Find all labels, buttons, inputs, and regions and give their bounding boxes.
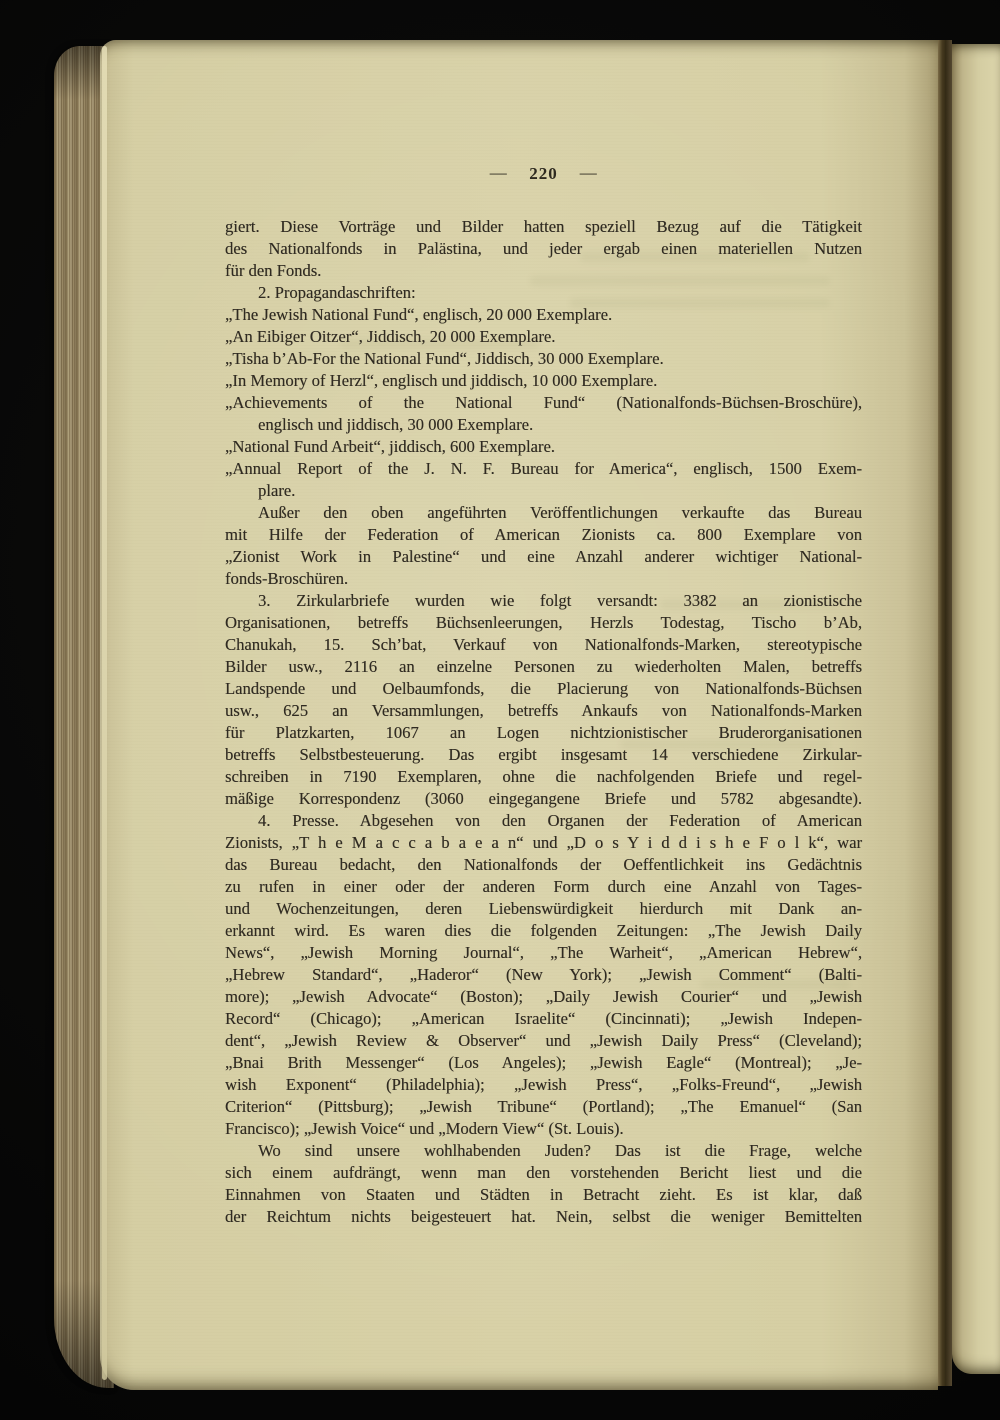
text-line: Francisco); „Jewish Voice“ und „Modern View“ (St. Louis). (225, 1119, 624, 1138)
text-line: „In Memory of Herzl“, englisch und jiddisch, 10 000 Exemplare. (225, 371, 658, 390)
text-line: News“, „Jewish Morning Journal“, „The Warheit“, „American Hebrew“, (225, 943, 862, 962)
text-line: Einnahmen von Staaten und Städten in Betracht zieht. Es ist klar, daß (225, 1185, 862, 1204)
text-line: more); „Jewish Advocate“ (Boston); „Daily Jewish Courier“ und „Jewish (225, 987, 862, 1006)
text-line: mäßige Korrespondenz (3060 eingegangene Briefe und 5782 abgesandte). (225, 789, 862, 808)
text-line: „Bnai Brith Messenger“ (Los Angeles); „Jewish Eagle“ (Montreal); „Je- (225, 1053, 862, 1072)
text-line: Record“ (Chicago); „American Israelite“ (Cincinnati); „Jewish Indepen- (225, 1009, 862, 1028)
body-text (225, 216, 862, 1228)
text-line: Chanukah, 15. Sch’bat, Verkauf von Nationalfonds-Marken, stereotypische (225, 635, 862, 654)
text-line: „Tisha b’Ab-For the National Fund“, Jiddisch, 30 000 Exemplare. (225, 349, 664, 368)
text-line: Zionists, „T h e M a c c a b a e a n“ und „D o s Y i d d i s h e F o l k“, war (225, 833, 862, 852)
text-line: der Reichtum nichts beigesteuert hat. Nein, selbst die weniger Bemittelten (225, 1207, 862, 1226)
text-line: Organisationen, betreffs Büchsenleerungen, Herzls Todestag, Tischo b’Ab, (225, 613, 862, 632)
text-line: betreffs Selbstbesteuerung. Das ergibt insgesamt 14 verschiedene Zirkular- (225, 745, 862, 764)
text-line: „National Fund Arbeit“, jiddisch, 600 Exemplare. (225, 437, 555, 456)
header-dash-left: — (489, 163, 508, 182)
text-line: und Wochenzeitungen, deren Liebenswürdigkeit hierdurch mit Dank an- (225, 899, 862, 918)
header-dash-right: — (579, 163, 598, 182)
text-line: des Nationalfonds in Palästina, und jeder ergab einen materiellen Nutzen (225, 239, 862, 258)
text-line: wish Exponent“ (Philadelphia); „Jewish Press“, „Folks-Freund“, „Jewish (225, 1075, 862, 1094)
text-line: Criterion“ (Pittsburg); „Jewish Tribune“ (Portland); „The Emanuel“ (San (225, 1097, 862, 1116)
text-line: englisch und jiddisch, 30 000 Exemplare. (258, 415, 534, 434)
text-line: dent“, „Jewish Review & Observer“ und „Jewish Daily Press“ (Cleveland); (225, 1031, 862, 1050)
page-number: 220 (529, 164, 558, 183)
text-line: fonds-Broschüren. (225, 569, 349, 588)
text-line: das Bureau bedacht, den Nationalfonds der Oeffentlichkeit ins Gedächtnis (225, 855, 862, 874)
text-line: 3. Zirkularbriefe wurden wie folgt versandt: 3382 an zionistische (258, 591, 862, 610)
text-line: 2. Propagandaschriften: (258, 283, 416, 302)
text-line: schreiben in 7190 Exemplaren, ohne die nachfolgenden Briefe und regel- (225, 767, 862, 786)
text-line: sich einem aufdrängt, wenn man den vorstehenden Bericht liest und die (225, 1163, 862, 1182)
text-line: erkannt wird. Es waren dies die folgenden Zeitungen: „The Jewish Daily (225, 921, 862, 940)
adjacent-page-sliver (952, 44, 1000, 1374)
text-line: Landspende und Oelbaumfonds, die Placierung von Nationalfonds-Büchsen (225, 679, 862, 698)
text-line: mit Hilfe der Federation of American Zionists ca. 800 Exemplare von (225, 525, 862, 544)
page-header (225, 164, 862, 184)
text-line: 4. Presse. Abgesehen von den Organen der Federation of American (258, 811, 862, 830)
text-line: zu rufen in einer oder der anderen Form durch eine Anzahl von Tages- (225, 877, 862, 896)
text-line: usw., 625 an Versammlungen, betreffs Ankaufs von Nationalfonds-Marken (225, 701, 862, 720)
book-gutter (938, 40, 952, 1386)
text-line: für den Fonds. (225, 261, 322, 280)
book-page (100, 40, 938, 1390)
text-line: „Zionist Work in Palestine“ und eine Anzahl anderer wichtiger National- (225, 547, 862, 566)
text-line: Wo sind unsere wohlhabenden Juden? Das ist die Frage, welche (258, 1141, 862, 1160)
text-line: „Hebrew Standard“, „Haderor“ (New York); „Jewish Comment“ (Balti- (225, 965, 862, 984)
text-line: „Annual Report of the J. N. F. Bureau for America“, englisch, 1500 Exem- (225, 459, 862, 478)
text-line: „An Eibiger Oitzer“, Jiddisch, 20 000 Exemplare. (225, 327, 556, 346)
text-line: giert. Diese Vorträge und Bilder hatten speziell Bezug auf die Tätigkeit (225, 217, 862, 236)
text-line: Bilder usw., 2116 an einzelne Personen zu wiederholten Malen, betreffs (225, 657, 862, 676)
text-line: „Achievements of the National Fund“ (Nationalfonds-Büchsen-Broschüre), (225, 393, 862, 412)
text-line: plare. (258, 481, 296, 500)
text-line: für Platzkarten, 1067 an Logen nichtzionistischer Bruderorganisationen (225, 723, 862, 742)
text-line: „The Jewish National Fund“, englisch, 20 000 Exemplare. (225, 305, 613, 324)
text-line: Außer den oben angeführten Veröffentlichungen verkaufte das Bureau (258, 503, 862, 522)
